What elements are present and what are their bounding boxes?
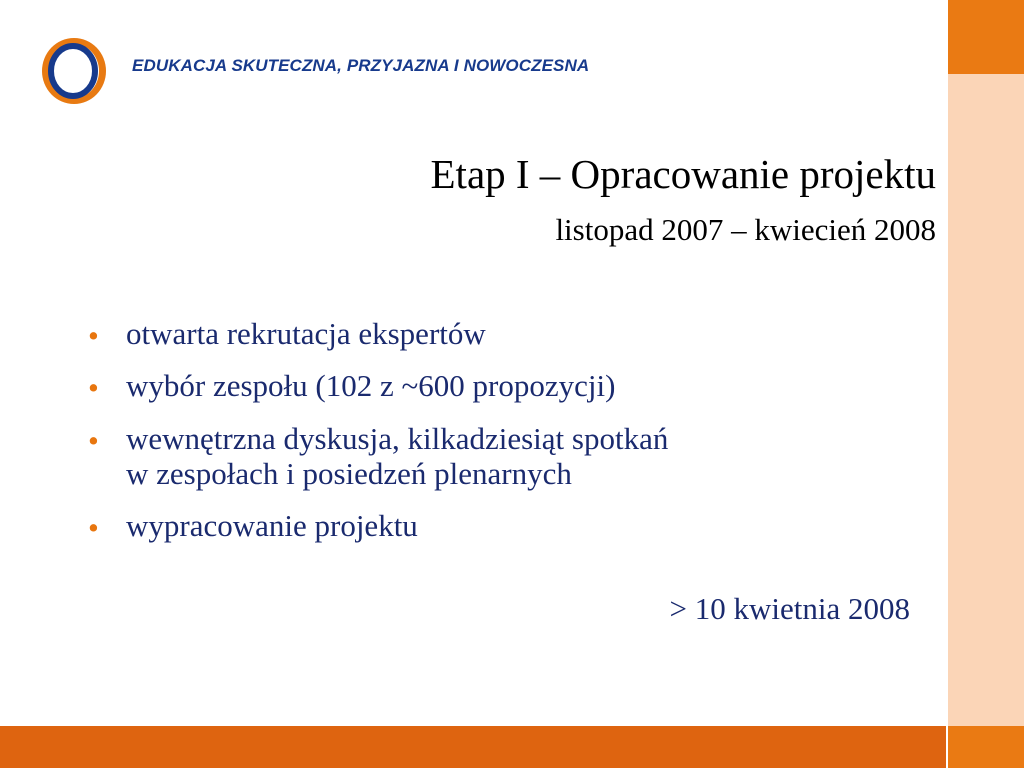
bullet-text: wybór zespołu (102 z ~600 propozycji) <box>126 368 616 404</box>
bullet-list <box>88 316 928 561</box>
right-strip-bottom-block <box>948 726 1024 768</box>
bullet-item <box>88 316 928 351</box>
bullet-item <box>88 508 928 546</box>
bullet-dot-icon: • <box>88 318 99 353</box>
orange-ring-logo-icon <box>38 34 112 108</box>
slide-subtitle: listopad 2007 – kwiecień 2008 <box>555 212 936 247</box>
right-strip-top-block <box>948 0 1024 74</box>
bullet-dot-icon: • <box>88 422 99 458</box>
bullet-item <box>88 368 928 406</box>
bottom-bar <box>0 726 946 768</box>
bullet-item <box>88 421 928 492</box>
bullet-text: otwarta rekrutacja ekspertów <box>126 316 486 351</box>
right-decorative-strip <box>948 0 1024 768</box>
header-tagline: EDUKACJA SKUTECZNA, PRZYJAZNA I NOWOCZESNA <box>132 56 590 75</box>
bullet-dot-icon: • <box>88 510 99 546</box>
bullet-dot-icon: • <box>88 370 99 406</box>
date-note: > 10 kwietnia 2008 <box>669 591 910 626</box>
slide-title: Etap I – Opracowanie projektu <box>430 151 936 197</box>
bullet-text: wypracowanie projektu <box>126 508 418 544</box>
bullet-text: wewnętrzna dyskusja, kilkadziesiąt spotkań w zespołach i posiedzeń plenarnych <box>126 420 669 491</box>
